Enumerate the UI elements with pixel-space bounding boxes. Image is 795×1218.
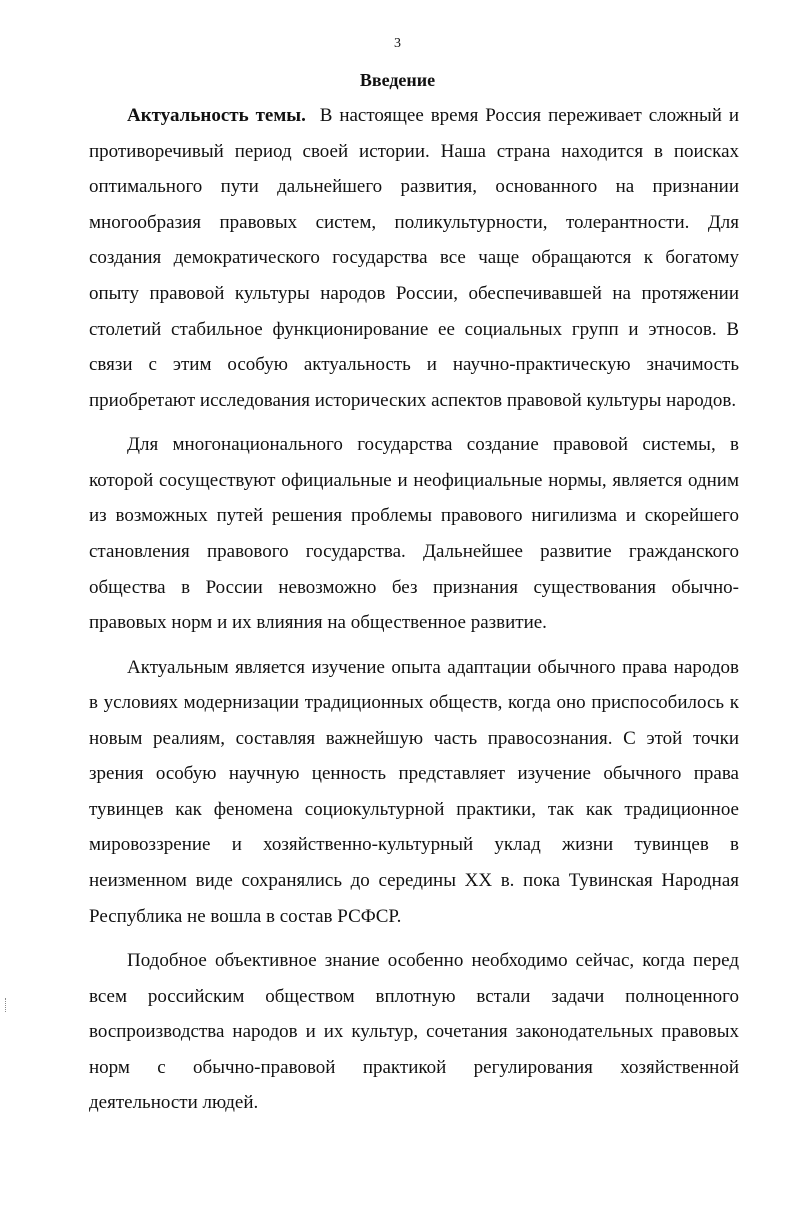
page-number: 3: [394, 36, 401, 51]
paragraph-relevance: [89, 98, 739, 418]
paragraph-lead: Актуальность темы.: [127, 105, 306, 126]
scan-margin-mark: [5, 998, 8, 1012]
body-text: [89, 98, 739, 1130]
section-heading: Введение: [359, 70, 436, 90]
paragraph-customary-law: Актуальным является изучение опыта адаптации обычного права народов в условиях модернизации традиционных обществ, когда оно приспособилось к новым реалиям, составляя важнейшую часть правосознания. С этой точки зрения особую научную ценность представляет изучение обычного права тувинцев как феномена социокультурной практики, так как традиционное мировоззрение и хозяйственно-культурный уклад жизни тувинцев в неизменном виде сохранялись до середины XX в. пока Тувинская Народная Республика не вошла в состав РСФСР.: [89, 656, 739, 927]
paragraph-objective-knowledge: Подобное объективное знание особенно необходимо сейчас, когда перед всем российским обществом вплотную встали задачи полноценного воспроизводства народов и их культур, сочетания законодательных правовых норм с обычно-правовой практикой регулирования хозяйственной деятельности людей.: [89, 950, 739, 1114]
paragraph-text: В настоящее время Россия переживает сложный и противоречивый период своей истории. Наша страна находится в поисках оптимального пути дальнейшего развития, основанного на признании многообразия правовых систем, поликультурности, толерантности. Для создания демократического государства все чаще обращаются к богатому опыту правовой культуры народов России, обеспечивавшей на протяжении столетий стабильное функционирование ее социальных групп и этносов. В связи с этим особую актуальность и научно-практическую значимость приобретают исследования исторических аспектов правовой культуры народов.: [89, 105, 739, 411]
paragraph-multinational-state: Для многонационального государства создание правовой системы, в которой сосуществуют официальные и неофициальные нормы, является одним из возможных путей решения проблемы правового нигилизма и скорейшего становления правового государства. Дальнейшее развитие гражданского общества в России невозможно без признания существования обычно-правовых норм и их влияния на общественное развитие.: [89, 434, 739, 634]
